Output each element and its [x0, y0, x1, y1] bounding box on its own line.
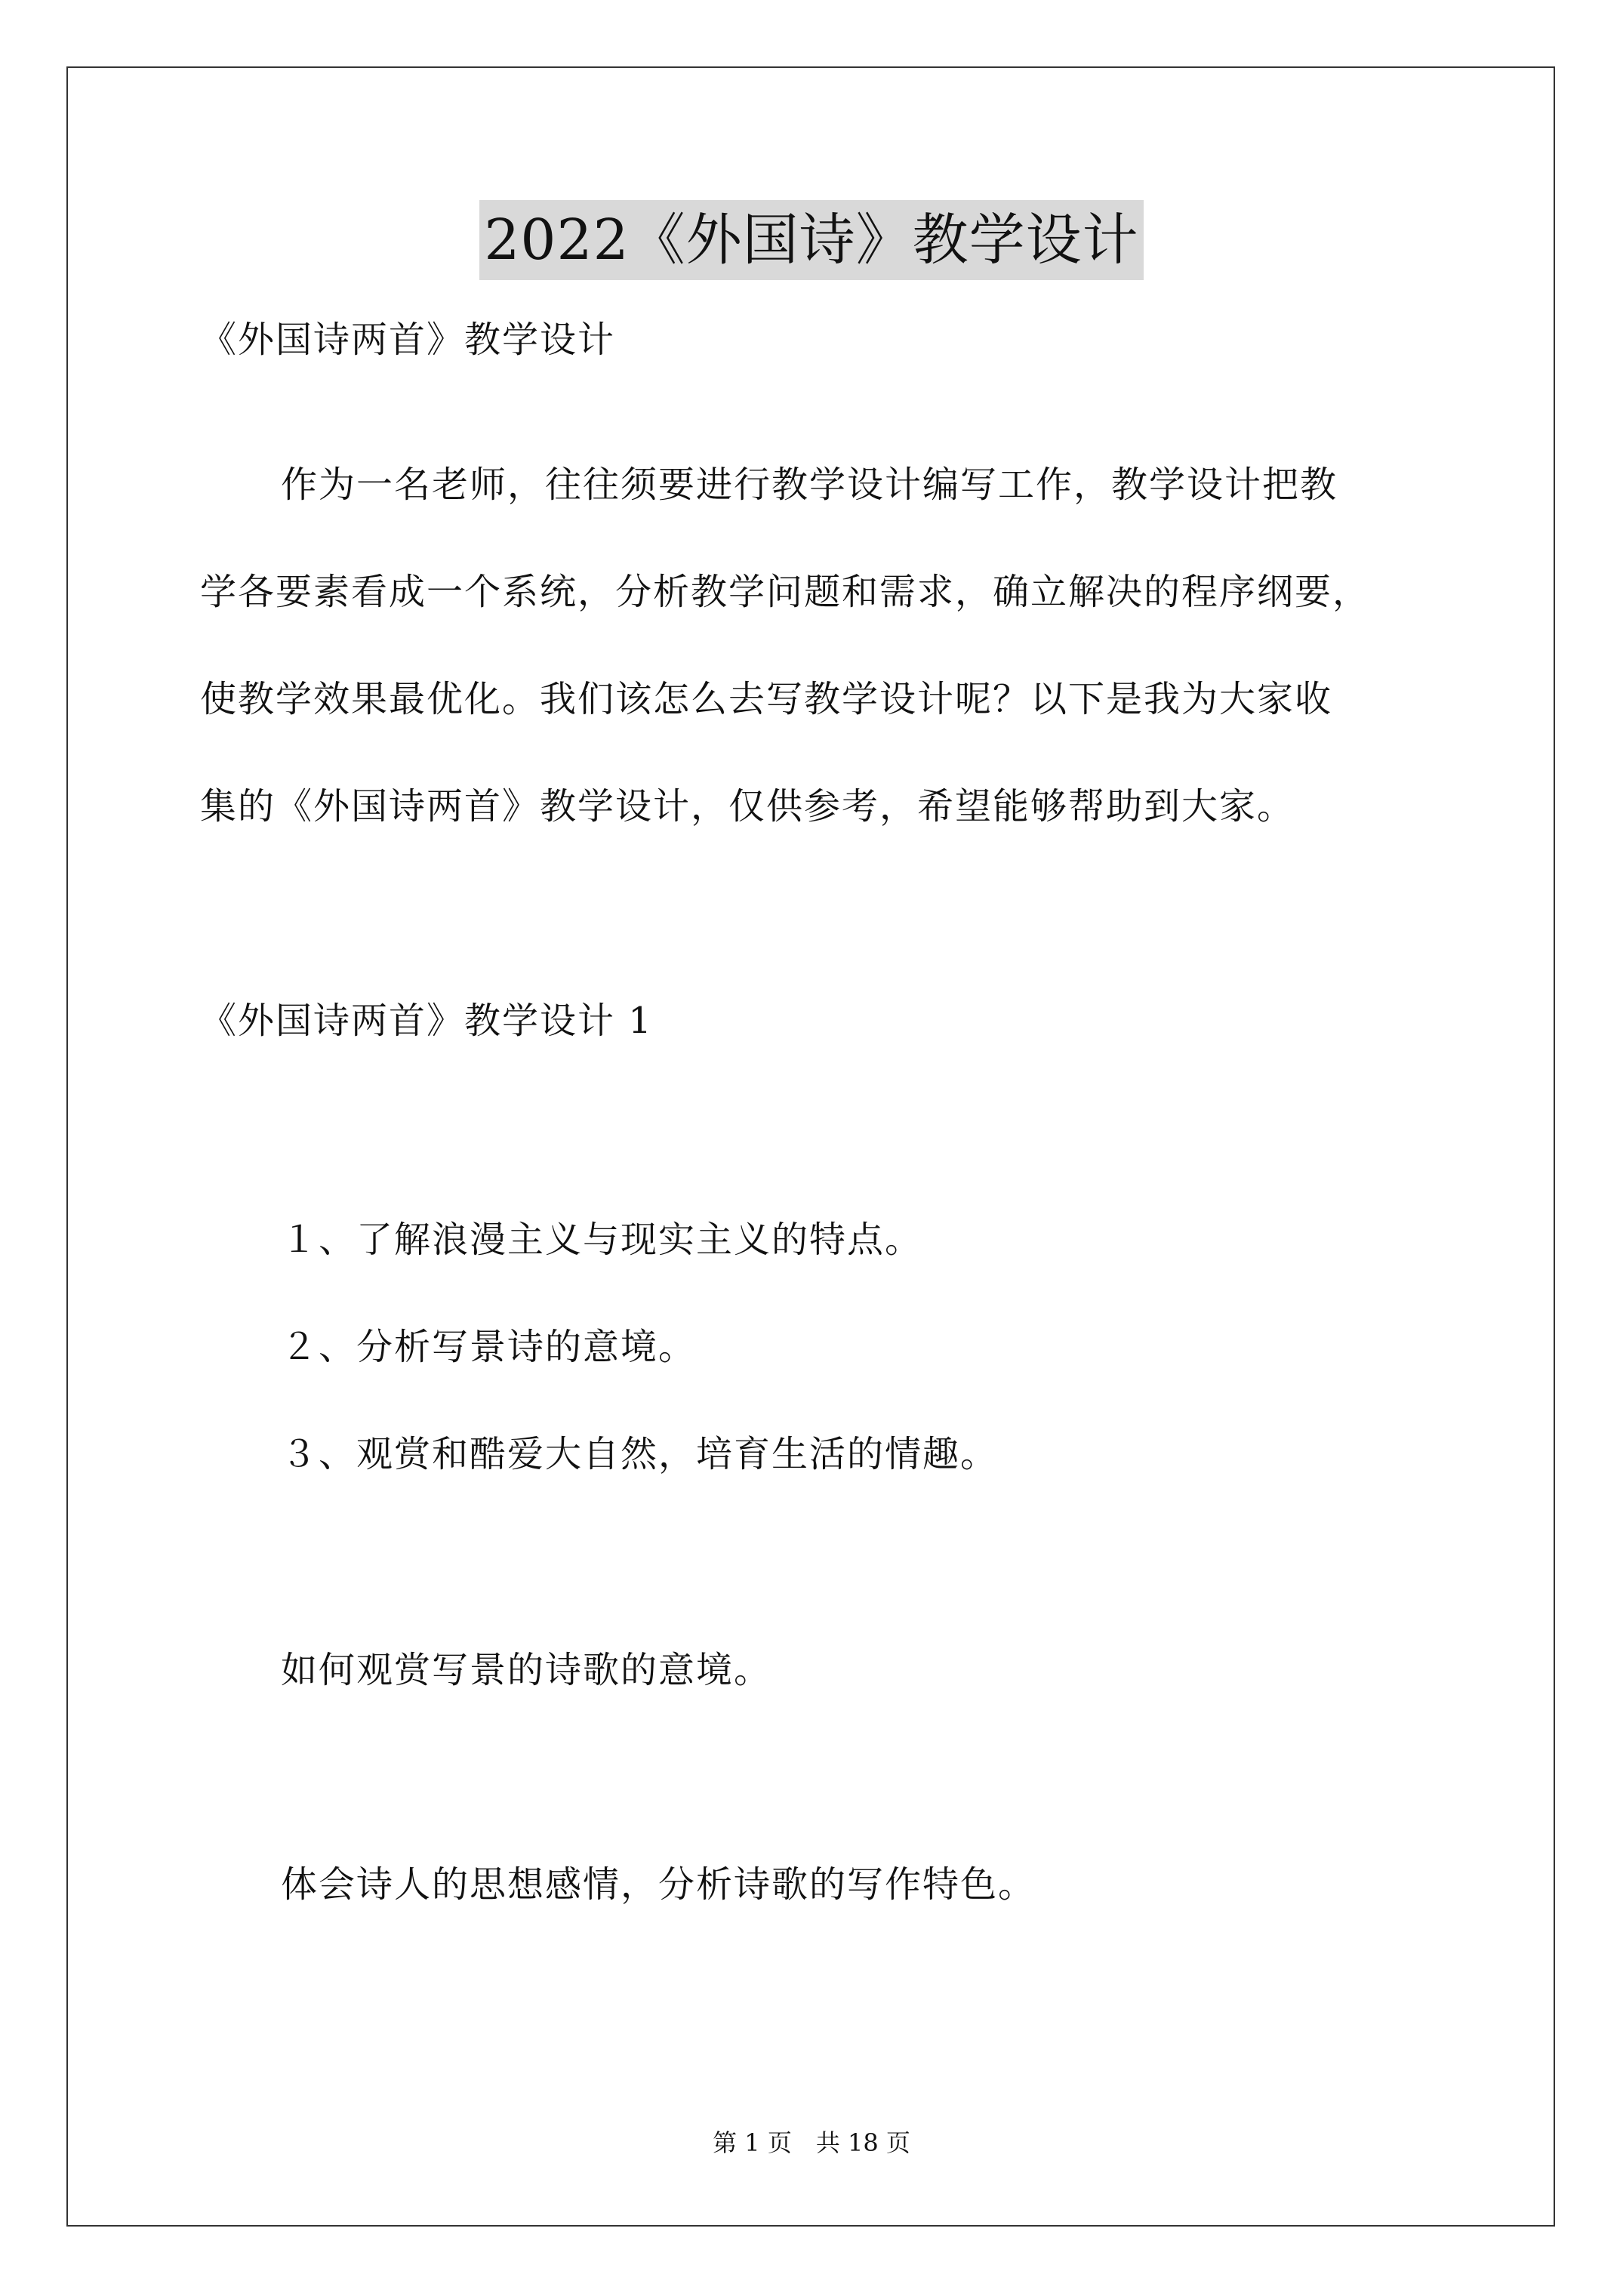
objective-3: ３、观赏和酷爱大自然，培育生活的情趣。 — [281, 1433, 999, 1475]
document-title: 2022《外国诗》教学设计 — [479, 200, 1143, 280]
section-heading: 《外国诗两首》教学设计 1 — [200, 1000, 653, 1042]
intro-line-2: 学各要素看成一个系统，分析教学问题和需求，确立解决的程序纲要， — [200, 571, 1371, 613]
subheading: 《外国诗两首》教学设计 — [200, 319, 616, 361]
key-point: 如何观赏写景的诗歌的意境。 — [281, 1649, 772, 1691]
page-footer: 第 1 页 共 18 页 — [713, 2128, 910, 2157]
intro-line-4: 集的《外国诗两首》教学设计，仅供参考，希望能够帮助到大家。 — [200, 785, 1295, 827]
objective-2: ２、分析写景诗的意境。 — [281, 1326, 697, 1368]
objective-1: １、了解浪漫主义与现实主义的特点。 — [281, 1219, 923, 1261]
difficulty: 体会诗人的思想感情，分析诗歌的写作特色。 — [281, 1863, 1036, 1906]
intro-line-1: 作为一名老师，往往须要进行教学设计编写工作，教学设计把教 — [281, 464, 1338, 506]
intro-line-3: 使教学效果最优化。我们该怎么去写教学设计呢？以下是我为大家收 — [200, 678, 1333, 720]
title-container — [0, 200, 1623, 280]
